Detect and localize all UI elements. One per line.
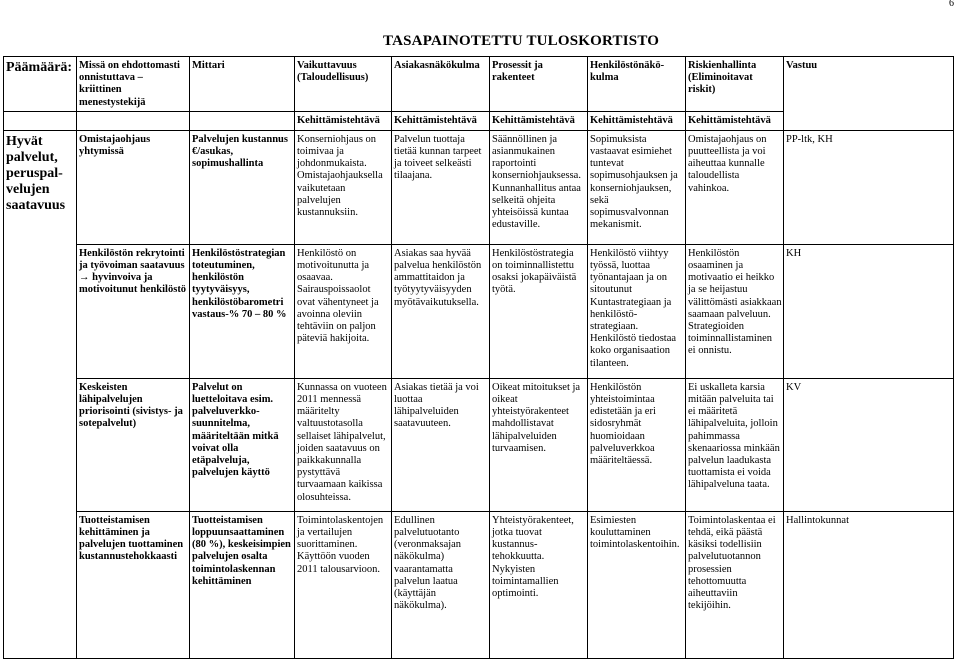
henkilosto-task: Esimiesten kouluttaminen toimintolaskentoihin. [588, 511, 686, 658]
risk-task: Toimintolaskentaa ei tehdä, eikä päästä käsiksi todellisiin palvelutuotannon prosessien tehottomuutta aiheuttaviin tekijöihin. [686, 511, 784, 658]
subheader-kehittamistehtava: Kehittämistehtävä [392, 111, 490, 130]
subheader-kehittamistehtava: Kehittämistehtävä [588, 111, 686, 130]
metric: Palvelut on luetteloitava esim. palveluverkko-suunnitelma, määriteltään mitkä voivat olla etäpalveluja, palvelujen käyttö [190, 378, 295, 511]
metric: Henkilöstöstrategian toteutuminen, henkilöstön tyytyväisyys, henkilöstöbarometri vastaus-% 70 – 80 % [190, 244, 295, 378]
balanced-scorecard-table [3, 56, 954, 659]
header-paamaara: Päämäärä: [4, 57, 77, 112]
header-critical-success-factor: Missä on ehdottomasti onnistuttava – kriittinen menestystekijä [77, 57, 190, 112]
metric: Palvelujen kustannus €/asukas, sopimushallinta [190, 130, 295, 244]
header-riskit: Riskienhallinta (Eliminoitavat riskit) [686, 57, 784, 112]
metric: Tuotteistamisen loppuunsaattaminen (80 %), keskeisimpien palvelujen osalta toimintolaskennan kehittäminen [190, 511, 295, 658]
critical-factor: Tuotteistamisen kehittäminen ja palvelujen tuottaminen kustannustehokkaasti [77, 511, 190, 658]
henkilosto-task: Henkilöstön yhteistoimintaa edistetään ja eri sidosryhmät huomioidaan palveluverkkoa määriteltäessä. [588, 378, 686, 511]
header-vaikuttavuus: Vaikuttavuus (Taloudellisuus) [295, 57, 392, 112]
table-row [4, 244, 954, 378]
critical-factor: Omistajaohjaus yhtymissä [77, 130, 190, 244]
responsible: PP-ltk, KH [784, 130, 954, 244]
vaikuttavuus-task: Kunnassa on vuoteen 2011 mennessä määritelty valtuustotasolla sellaiset lähipalvelut, joiden saatavuus on paikkakunnalla pystyttävä turvaamaan kaikissa olosuhteissa. [295, 378, 392, 511]
header-row [4, 57, 954, 112]
prosessit-task: Yhteistyörakenteet, jotka tuovat kustannus-tehokkuutta. Nykyisten toimintamallien optimointi. [490, 511, 588, 658]
asiakas-task: Asiakas saa hyvää palvelua henkilöstön ammattitaidon ja työtyytyväisyyden myötävaikutuksella. [392, 244, 490, 378]
header-metric: Mittari [190, 57, 295, 112]
risk-task: Henkilöstön osaaminen ja motivaatio ei heikko ja se heijastuu välittömästi asiakkaan saamaan palveluun. Strategioiden toiminnallistaminen ei onnistu. [686, 244, 784, 378]
goal-cell: Hyvät palvelut, peruspal-velujen saatavuus [4, 130, 77, 658]
table-row [4, 378, 954, 511]
header-asiakas: Asiakasnäkökulma [392, 57, 490, 112]
prosessit-task: Säännöllinen ja asianmukainen raportointi konserniohjauksessa. Kunnanhallitus antaa selkeitä ohjeita yhteisöissä kuntaa edustaville. [490, 130, 588, 244]
responsible: KH [784, 244, 954, 378]
responsible: KV [784, 378, 954, 511]
subheader-kehittamistehtava: Kehittämistehtävä [490, 111, 588, 130]
page-number: 6 [949, 0, 954, 9]
header-vastuu: Vastuu [784, 57, 954, 131]
risk-task: Ei uskalleta karsia mitään palveluita tai ei määritetä lähipalveluita, jolloin pahimmassa skenaariossa minkään palvelun laadukasta tuottamista ei voida lähipalveluna taata. [686, 378, 784, 511]
table-row [4, 130, 954, 244]
header-henkilosto: Henkilöstönäkö-kulma [588, 57, 686, 112]
subheader-kehittamistehtava: Kehittämistehtävä [295, 111, 392, 130]
scorecard-title: TASAPAINOTETTU TULOSKORTISTO [383, 33, 660, 49]
asiakas-task: Asiakas tietää ja voi luottaa lähipalveluiden saatavuuteen. [392, 378, 490, 511]
table-row [4, 511, 954, 658]
vaikuttavuus-task: Toimintolaskentojen ja vertailujen suorittaminen. Käyttöön vuoden 2011 talousarvioon. [295, 511, 392, 658]
header-prosessit: Prosessit ja rakenteet [490, 57, 588, 112]
responsible: Hallintokunnat [784, 511, 954, 658]
asiakas-task: Palvelun tuottaja tietää kunnan tarpeet ja toiveet selkeästi tilaajana. [392, 130, 490, 244]
prosessit-task: Oikeat mitoitukset ja oikeat yhteistyörakenteet mahdollistavat lähipalveluiden turvaamisen. [490, 378, 588, 511]
subheader-kehittamistehtava: Kehittämistehtävä [686, 111, 784, 130]
critical-factor: Keskeisten lähipalvelujen priorisointi (sivistys- ja sotepalvelut) [77, 378, 190, 511]
henkilosto-task: Sopimuksista vastaavat esimiehet tuntevat sopimusohjauksen ja konserniohjauksen, sekä sopimusvalvonnan mekanismit. [588, 130, 686, 244]
vaikuttavuus-task: Henkilöstö on motivoitunutta ja osaavaa. Sairauspoissaolot ovat vähentyneet ja avoinna oleviin tehtäviin on paljon päteviä hakijoita. [295, 244, 392, 378]
henkilosto-task: Henkilöstö viihtyy työssä, luottaa työnantajaan ja on sitoutunut Kuntastrategiaan ja henkilöstö-strategiaan. Henkilöstö tiedostaa koko organisaation tilanteen. [588, 244, 686, 378]
asiakas-task: Edullinen palvelutuotanto (veronmaksajan näkökulma) vaarantamatta palvelun laatua (käyttäjän näkökulma). [392, 511, 490, 658]
risk-task: Omistajaohjaus on puutteellista ja voi aiheuttaa kunnalle taloudellista vahinkoa. [686, 130, 784, 244]
vaikuttavuus-task: Konserniohjaus on toimivaa ja johdonmukaista. Omistajaohjauksella vaikutetaan palvelujen kustannuksiin. [295, 130, 392, 244]
critical-factor: Henkilöstön rekrytointi ja työvoiman saatavuus → hyvinvoiva ja motivoitunut henkilöstö [77, 244, 190, 378]
prosessit-task: Henkilöstöstrategia on toiminnallistettu osaksi jokapäiväistä työtä. [490, 244, 588, 378]
